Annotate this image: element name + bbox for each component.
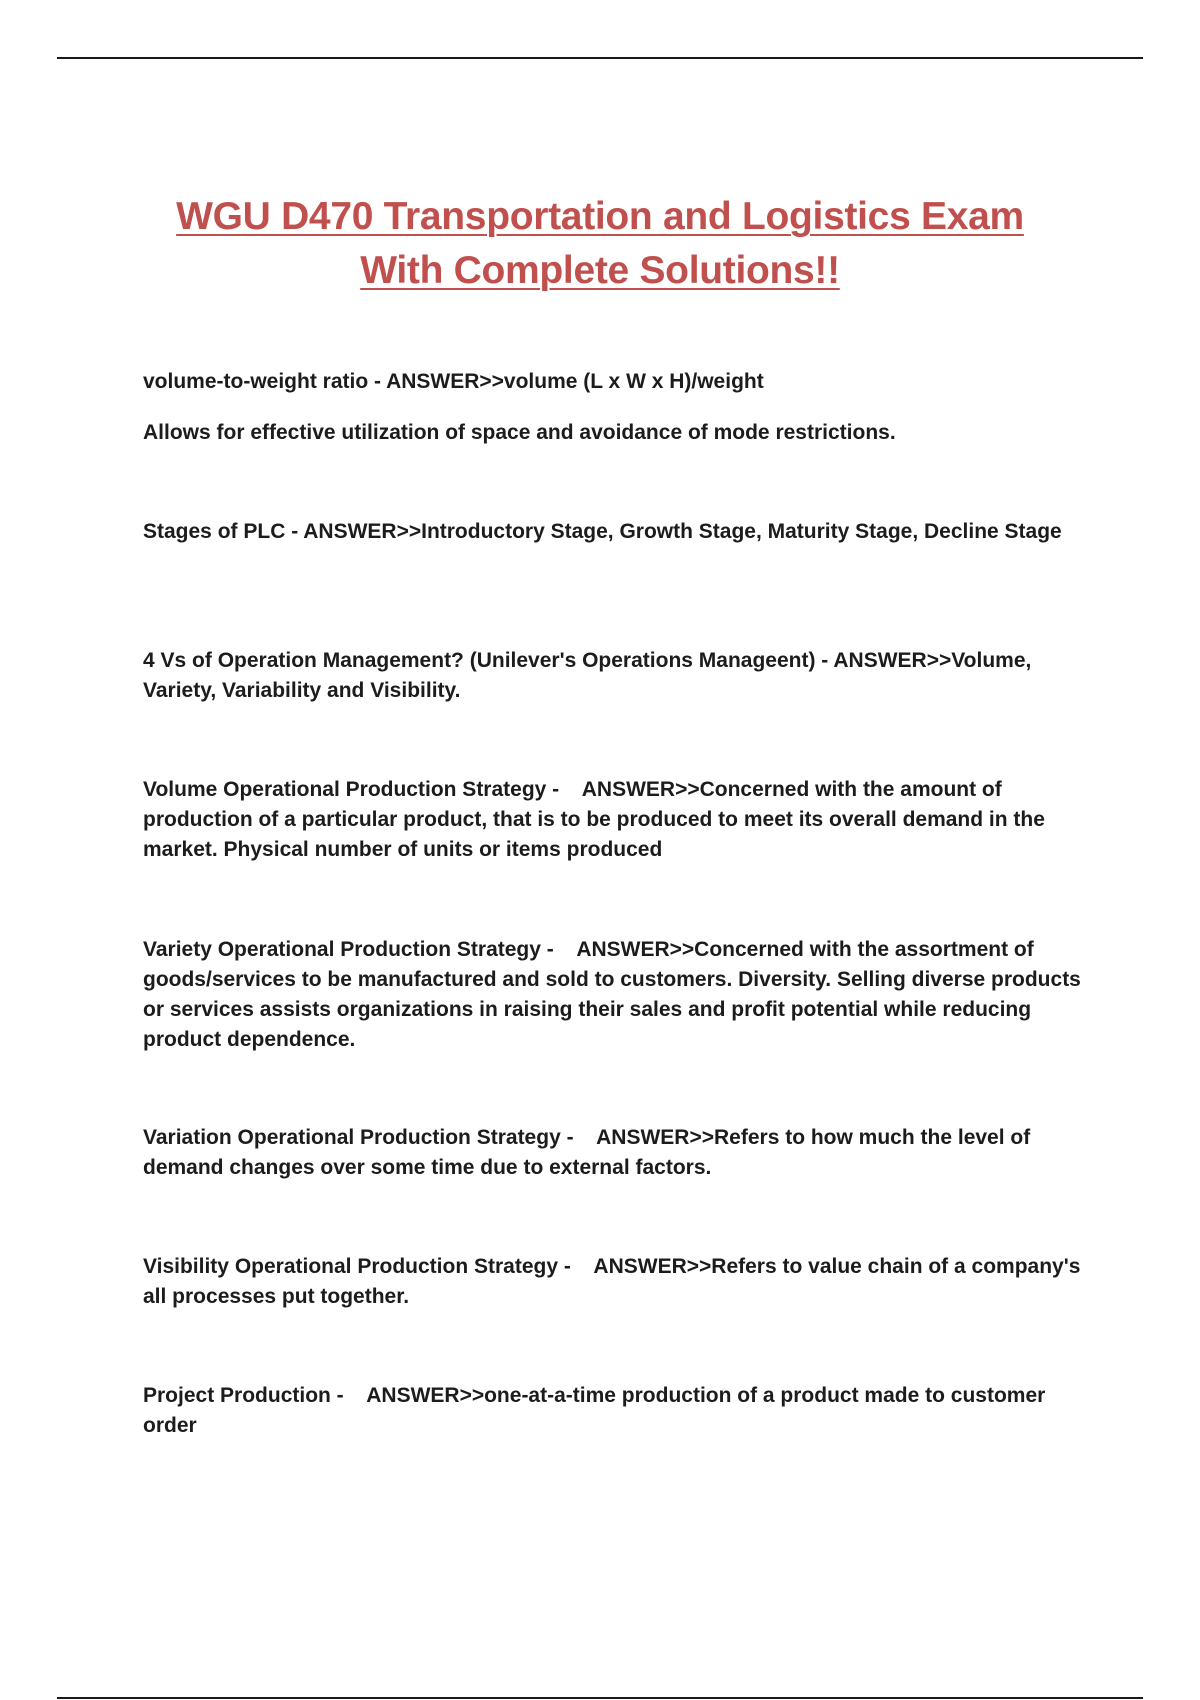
entry-answer: ANSWER>>Concerned with the assortment of goods/services to be manufactured and sold to customers. Diversity. Selling diverse products or services assists organizations in raising their sales and profit potential while reducing product dependence. bbox=[143, 938, 1081, 1051]
document-title-line-1: WGU D470 Transportation and Logistics Exam bbox=[176, 195, 1024, 238]
entry-question: Variety Operational Production Strategy - bbox=[143, 938, 577, 961]
footer-rule bbox=[57, 1697, 1143, 1699]
entry-question: Project Production - bbox=[143, 1384, 367, 1407]
entry-question: 4 Vs of Operation Management? (Unilever's Operations Manageent) - bbox=[143, 649, 834, 672]
entry-answer: ANSWER>>one-at-a-time production of a product made to customer order bbox=[143, 1384, 1046, 1437]
entry-answer: ANSWER>>Concerned with the amount of production of a particular product, that is to be produced to meet its overall demand in the market. Physical number of units or items produced bbox=[143, 778, 1045, 861]
entry-answer: ANSWER>>Refers to value chain of a company's all processes put together. bbox=[143, 1255, 1081, 1308]
qa-entry-4vs bbox=[143, 646, 1083, 706]
entry-answer: ANSWER>>Refers to how much the level of demand changes over some time due to external factors. bbox=[143, 1126, 1031, 1179]
entry-question: Variation Operational Production Strategy - bbox=[143, 1126, 597, 1149]
entry-answer: ANSWER>>Introductory Stage, Growth Stage, Maturity Stage, Decline Stage bbox=[303, 520, 1062, 543]
entry-question: Visibility Operational Production Strategy - bbox=[143, 1255, 594, 1278]
entry-answer: ANSWER>>volume (L x W x H)/weight bbox=[386, 370, 764, 393]
entry-question: volume-to-weight ratio - bbox=[143, 370, 387, 393]
qa-entry-project-production bbox=[143, 1381, 1083, 1441]
entry-question: Stages of PLC - bbox=[143, 520, 304, 543]
entry-question: Volume Operational Production Strategy - bbox=[143, 778, 582, 801]
qa-entry-plc-stages bbox=[143, 517, 1083, 547]
qa-entry-volume-to-weight bbox=[143, 367, 1083, 397]
document-title-line-2: With Complete Solutions!! bbox=[360, 249, 840, 292]
header-rule bbox=[57, 57, 1143, 59]
qa-entry-visibility-strategy bbox=[143, 1252, 1083, 1312]
qa-entry-variation-strategy bbox=[143, 1123, 1083, 1183]
document-title bbox=[0, 190, 1200, 298]
qa-entry-explanation bbox=[143, 418, 1083, 448]
entry-answer: Allows for effective utilization of space and avoidance of mode restrictions. bbox=[143, 421, 896, 444]
qa-entry-volume-strategy bbox=[143, 775, 1083, 865]
qa-entry-variety-strategy bbox=[143, 935, 1083, 1055]
entry-answer: ANSWER>>Volume, Variety, Variability and Visibility. bbox=[143, 649, 1032, 702]
